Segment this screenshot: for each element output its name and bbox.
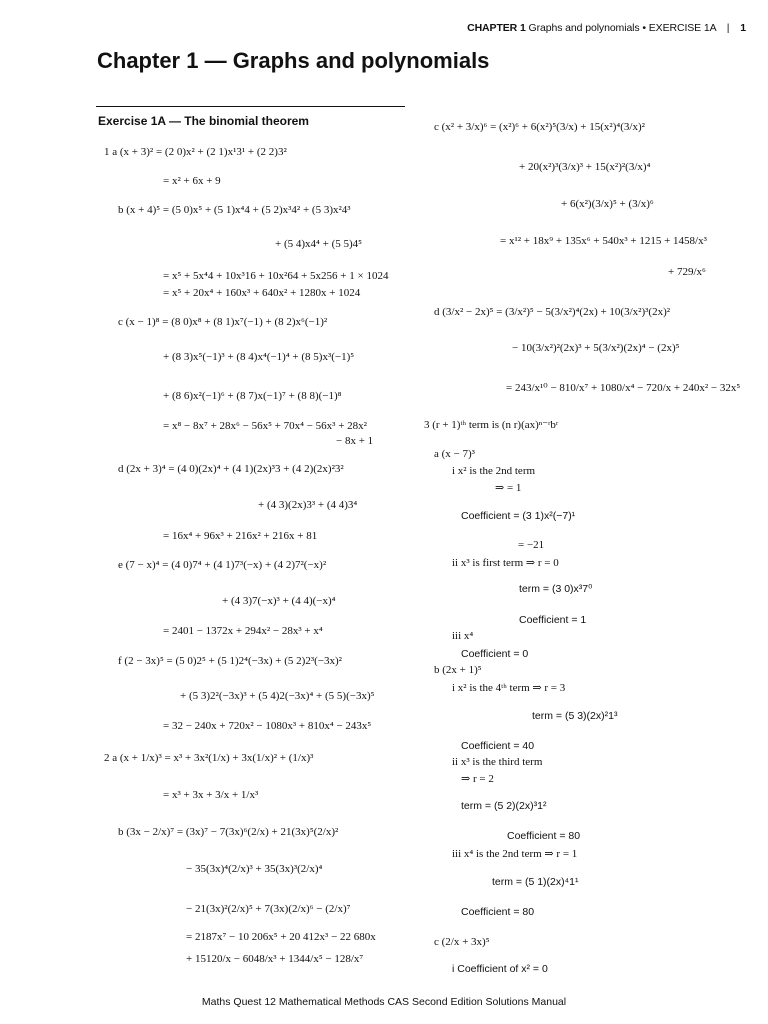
solution-line: Coefficient = 40 — [461, 740, 535, 752]
solution-line: i x² is the 4ᵗʰ term ⇒ r = 3 — [452, 682, 566, 694]
solution-line: c (x² + 3/x)⁶ = (x²)⁶ + 6(x²)⁵(3/x) + 15(x²)⁴(3/x)² — [434, 121, 645, 133]
solution-line: ⇒ = 1 — [495, 482, 522, 494]
solution-line: Coefficient = (3 1)x²(−7)¹ — [461, 510, 576, 522]
solution-line: = 2187x⁷ − 10 206x⁵ + 20 412x³ − 22 680x — [186, 931, 376, 943]
running-header — [467, 22, 746, 34]
solution-line: 2 a (x + 1/x)³ = x³ + 3x²(1/x) + 3x(1/x)² + (1/x)³ — [104, 752, 314, 764]
solution-line: c (2/x + 3x)⁵ — [434, 936, 490, 948]
solution-line: i x² is the 2nd term — [452, 465, 536, 477]
solution-line: + (5 4)x4⁴ + (5 5)4⁵ — [275, 238, 362, 250]
solution-line: = 243/x¹⁰ − 810/x⁷ + 1080/x⁴ − 720/x + 240x² − 32x⁵ — [506, 382, 741, 394]
chapter-title: Chapter 1 — Graphs and polynomials — [97, 48, 490, 73]
solution-line: + (8 3)x⁵(−1)³ + (8 4)x⁴(−1)⁴ + (8 5)x³(−1)⁵ — [163, 351, 355, 363]
solution-line: = −21 — [518, 539, 545, 551]
section-rule — [96, 106, 405, 107]
solution-line: + 729/x⁶ — [668, 266, 706, 278]
solution-line: Coefficient = 80 — [507, 830, 581, 842]
solution-line: a (x − 7)³ — [434, 448, 475, 460]
solution-line: − 8x + 1 — [336, 435, 374, 447]
solution-line: b (3x − 2/x)⁷ = (3x)⁷ − 7(3x)⁶(2/x) + 21(3x)⁵(2/x)² — [118, 826, 339, 838]
solution-line: ii x³ is first term ⇒ r = 0 — [452, 557, 559, 569]
solution-line: = x¹² + 18x⁹ + 135x⁶ + 540x³ + 1215 + 1458/x³ — [500, 235, 707, 247]
solution-line: e (7 − x)⁴ = (4 0)7⁴ + (4 1)7³(−x) + (4 2)7²(−x)² — [118, 559, 327, 571]
solution-line: i Coefficient of x² = 0 — [452, 963, 548, 975]
header-separator: | — [726, 22, 730, 34]
solution-line: ⇒ r = 2 — [461, 773, 494, 785]
solution-line: + (8 6)x²(−1)⁶ + (8 7)x(−1)⁷ + (8 8)(−1)⁸ — [163, 390, 342, 402]
solution-line: term = (5 3)(2x)²1³ — [532, 710, 618, 722]
solution-line: = x⁵ + 5x⁴4 + 10x³16 + 10x²64 + 5x256 + 1 × 1024 — [163, 270, 389, 282]
solution-line: 1 a (x + 3)² = (2 0)x² + (2 1)x¹3¹ + (2 2)3² — [104, 146, 287, 158]
page-number: 1 — [740, 22, 746, 34]
solution-line: c (x − 1)⁸ = (8 0)x⁸ + (8 1)x⁷(−1) + (8 2)x⁶(−1)² — [118, 316, 328, 328]
solution-line: + 6(x²)(3/x)⁵ + (3/x)⁶ — [561, 198, 654, 210]
solution-line: = x³ + 3x + 3/x + 1/x³ — [163, 789, 259, 801]
solution-line: − 10(3/x²)²(2x)³ + 5(3/x²)(2x)⁴ − (2x)⁵ — [512, 342, 680, 354]
solution-line: ii x³ is the third term — [452, 756, 543, 768]
header-chapter: CHAPTER 1 — [467, 22, 526, 34]
solution-line: = 16x⁴ + 96x³ + 216x² + 216x + 81 — [163, 530, 318, 542]
solution-line: Coefficient = 0 — [461, 648, 529, 660]
exercise-title: Exercise 1A — The binomial theorem — [98, 114, 309, 128]
solution-line: Coefficient = 1 — [519, 614, 587, 626]
solution-line: = x² + 6x + 9 — [163, 175, 221, 187]
solution-line: 3 (r + 1)ᵗʰ term is (n r)(ax)ⁿ⁻ʳbʳ — [424, 419, 559, 431]
solution-line: term = (5 1)(2x)⁴1¹ — [492, 876, 579, 888]
page-footer: Maths Quest 12 Mathematical Methods CAS Second Edition Solutions Manual — [201, 996, 567, 1008]
header-topic: Graphs and polynomials • EXERCISE 1A — [528, 22, 716, 34]
solution-line: b (x + 4)⁵ = (5 0)x⁵ + (5 1)x⁴4 + (5 2)x³4² + (5 3)x²4³ — [118, 204, 351, 216]
solution-line: + 20(x²)³(3/x)³ + 15(x²)²(3/x)⁴ — [519, 161, 651, 173]
solution-line: d (3/x² − 2x)⁵ = (3/x²)⁵ − 5(3/x²)⁴(2x) + 10(3/x²)³(2x)² — [434, 306, 671, 318]
solution-line: + (5 3)2²(−3x)³ + (5 4)2(−3x)⁴ + (5 5)(−3x)⁵ — [180, 690, 375, 702]
solution-line: term = (3 0)x³7⁰ — [519, 583, 593, 595]
solution-line: − 35(3x)⁴(2/x)³ + 35(3x)³(2/x)⁴ — [186, 863, 323, 875]
solution-line: + (4 3)7(−x)³ + (4 4)(−x)⁴ — [222, 595, 336, 607]
solution-line: = 2401 − 1372x + 294x² − 28x³ + x⁴ — [163, 625, 323, 637]
solution-line: iii x⁴ — [452, 630, 474, 642]
solution-line: + 15120/x − 6048/x³ + 1344/x⁵ − 128/x⁷ — [186, 953, 364, 965]
solution-line: term = (5 2)(2x)³1² — [461, 800, 547, 812]
solution-line: = x⁸ − 8x⁷ + 28x⁶ − 56x⁵ + 70x⁴ − 56x³ + 28x² — [163, 420, 367, 432]
solution-line: f (2 − 3x)⁵ = (5 0)2⁵ + (5 1)2⁴(−3x) + (5 2)2³(−3x)² — [118, 655, 342, 667]
solution-line: d (2x + 3)⁴ = (4 0)(2x)⁴ + (4 1)(2x)³3 + (4 2)(2x)²3² — [118, 463, 344, 475]
solution-line: Coefficient = 80 — [461, 906, 535, 918]
solution-line: − 21(3x)²(2/x)⁵ + 7(3x)(2/x)⁶ − (2/x)⁷ — [186, 903, 351, 915]
solution-line: + (4 3)(2x)3³ + (4 4)3⁴ — [258, 499, 358, 511]
solution-line: = x⁵ + 20x⁴ + 160x³ + 640x² + 1280x + 1024 — [163, 287, 361, 299]
solution-line: b (2x + 1)⁵ — [434, 664, 482, 676]
solution-line: = 32 − 240x + 720x² − 1080x³ + 810x⁴ − 243x⁵ — [163, 720, 372, 732]
solution-line: iii x⁴ is the 2nd term ⇒ r = 1 — [452, 848, 578, 860]
